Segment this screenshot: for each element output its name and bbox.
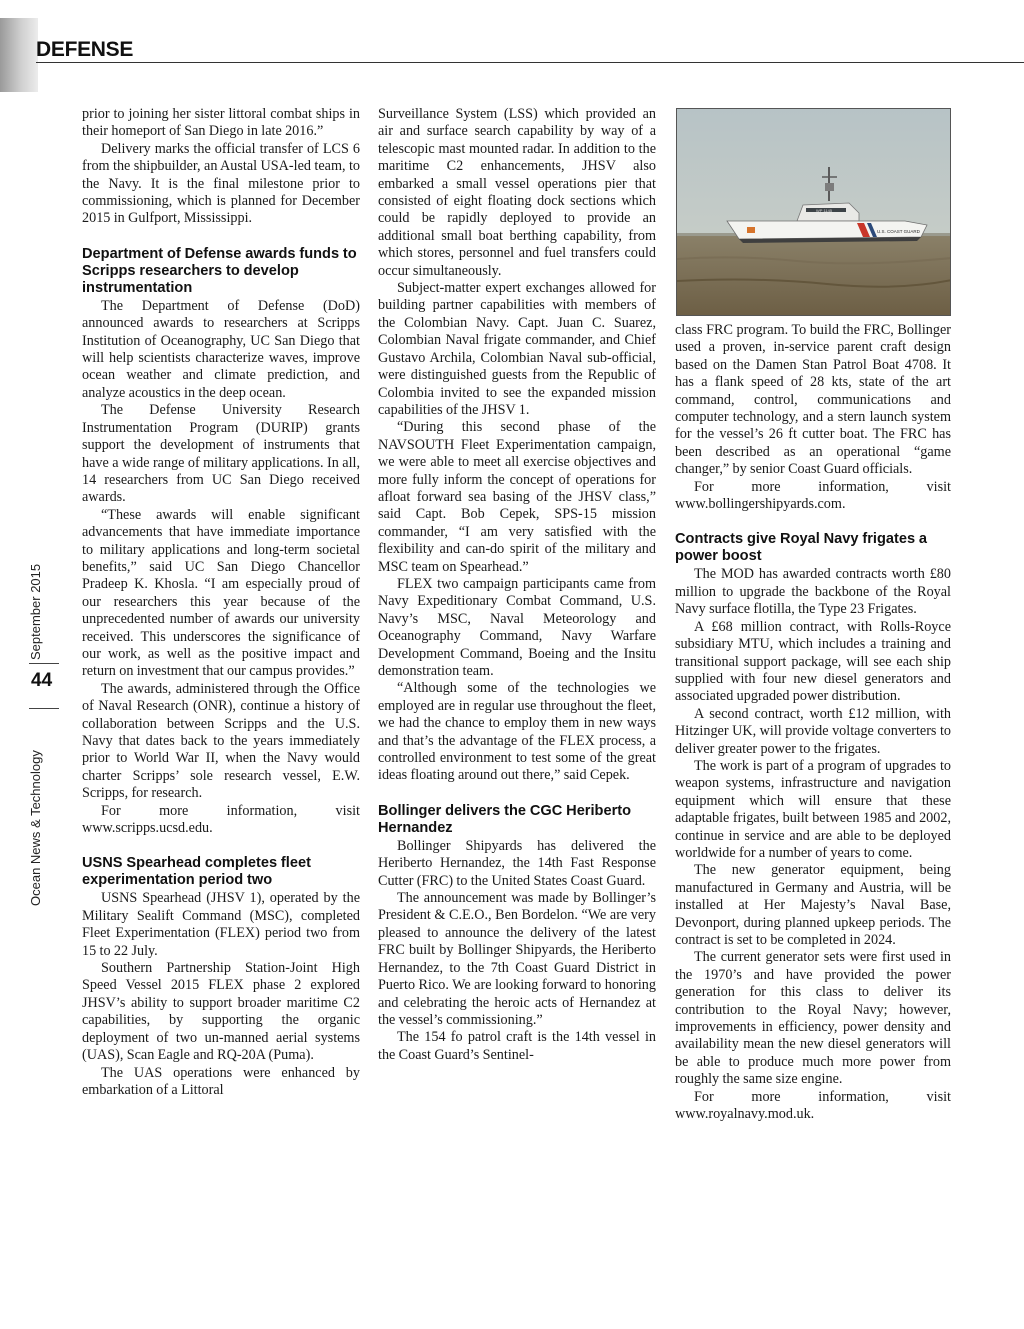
paragraph: The work is part of a program of upgrades to weapon systems, infrastructure and navigation equipment which will ensure that these adaptable frigates, built between 1985 and 2002, continue in service and are able to be deployed worldwide for a number of years to come. [675,757,951,861]
paragraph: The awards, administered through the Office of Naval Research (ONR), continue a history of collaboration between Scripps and the U.S. Navy that dates back to the years immediately prior to World War II, when the Navy would charter Scripps’ sole research vessel, E.W. Scripps, for research. [82,680,360,802]
paragraph: “These awards will enable significant advancements that have immediate importance to military applications and long-term societal benefits,” said UC San Diego Chancellor Pradeep K. Khosla. “I am especially proud of our researchers this year because of the unprecedented number of awards our university received. This underscores the significance of our work, as well as the positive impact and return on investment that our campus provides.” [82,506,360,680]
page-number-rule-bottom [29,708,59,709]
column-3 [675,322,951,1123]
article-heading-bollinger: Bollinger delivers the CGC Heriberto Hernandez [378,802,632,836]
paragraph: The announcement was made by Bollinger’s President & C.E.O., Ben Bordelon. “We are very pleased to announce the delivery of the latest FRC built by Bollinger Shipyards, the Heriberto Hernandez, to the 7th Coast Guard District in Puerto Rico. We are looking forward to honoring and celebrating the heroic acts of Hernandez at the vessel’s commissioning.” [378,890,656,1028]
section-title: DEFENSE [36,38,134,61]
paragraph: The current generator sets were first used in the 1970’s and have provided the power generation for this class to deliver its contribution to the Royal Navy; however, improvements in efficiency, power density and availability mean the new diesel generators will be able to produce much more power from roughly the same size engine. [675,949,951,1088]
article-heading-dod: Department of Defense awards funds to Scripps researchers to develop instrumentation [82,245,357,296]
bridge-lettering: WP 1145 [816,208,833,213]
article-heading-spearhead: USNS Spearhead completes fleet experimentation period two [82,855,311,889]
cutter-image [677,109,951,316]
paragraph: The new generator equipment, being manufactured in Germany and Austria, will be installed at Her Majesty’s Naval Base, Devonport, during planned upkeep periods. The contract is set to be completed in 2024. [675,862,951,948]
paragraph: “During this second phase of the NAVSOUTH Fleet Experimentation campaign, we were able to meet all exercise objectives and more fully inform the concept of operations for afloat forward sea basing of the JHSV class,” said Capt. Bob Cepek, SPS-15 mission commander, “I am very satisfied with the flexibility and can-do spirit of the military and MSC team on Spearhead.” [378,419,656,575]
paragraph: FLEX two campaign participants came from Navy Expeditionary Combat Command, U.S. Navy’s MSC, Naval Meteorology and Oceanography Command, Navy Warfare Development Command, Boeing and the Insitu demonstration team. [378,575,656,679]
paragraph: The MOD has awarded contracts worth £80 million to upgrade the backbone of the Royal Navy surface flotilla, the Type 23 Frigates. [675,566,951,618]
header-rule [36,62,1024,63]
paragraph: Southern Partnership Station-Joint High Speed Vessel 2015 FLEX phase 2 explored JHSV’s ability to support broader maritime C2 capabilities, by supporting the organic deployment of two un-manned aerial systems (UAS), Scan Eagle and RQ-20A (Puma). [82,960,360,1064]
paragraph: Bollinger Shipyards has delivered the Heriberto Hernandez, the 14th Fast Response Cutter (FRC) to the United States Coast Guard. [378,837,656,889]
section-tab-shade [0,18,38,92]
publication-name: Ocean News & Technology [28,750,43,906]
column-1 [82,106,360,1099]
paragraph: Surveillance System (LSS) which provided an air and surface search capability by way of a telescopic mast mounted radar. In addition to the maritime C2 enhancements, JHSV also embarked a small vessel operations pier that consisted of eight floating dock sections which could be rapidly deployed to provide an additional small boat berthing capability, from which stores, personnel and fuel transfers could occur simultaneously. [378,106,656,279]
more-info-scripps: For more information, visit www.scripps.ucsd.edu. [82,802,360,837]
coast-guard-cutter-photo [676,108,951,316]
issue-date: September 2015 [28,563,43,660]
running-footer [28,548,48,908]
page-number-rule-top [29,663,59,664]
paragraph: A £68 million contract, with Rolls-Royce subsidiary MTU, which includes a training and transitional support package, will see each ship supplied with four new diesel generators and associated upgraded power distribution. [675,618,951,705]
paragraph: The Defense University Research Instrumentation Program (DURIP) grants support the development of instruments that have a wide range of military applications. In all, 14 researchers from UC San Diego received awards. [82,402,360,506]
paragraph: “Although some of the technologies we employed are in regular use throughout the fleet, we had the chance to employ them in new ways and that’s the advantage of the FLEX process, a controlled environment to test some of the great ideas floating around out there,” said Cepek. [378,680,656,784]
article-heading-royal-navy: Contracts give Royal Navy frigates a power boost [675,531,928,565]
paragraph: The UAS operations were enhanced by embarkation of a Littoral [82,1064,360,1098]
hull-lettering: U.S. COAST GUARD [877,229,920,234]
paragraph: A second contract, worth £12 million, with Hitzinger UK, will provide voltage converters to deliver greater power to the frigates. [675,705,951,757]
paragraph: USNS Spearhead (JHSV 1), operated by the Military Sealift Command (MSC), completed Fleet Experimentation (FLEX) period two from 15 to 22 July. [82,890,360,959]
column-2 [378,106,656,1064]
paragraph: The Department of Defense (DoD) announced awards to researchers at Scripps Institution of Oceanography, UC San Diego that will help scientists characterize waves, improve ocean weather and climate prediction, and analyze acoustics in the deep ocean. [82,297,360,401]
paragraph: class FRC program. To build the FRC, Bollinger used a proven, in-service parent craft design based on the Damen Stan Patrol Boat 4708. It has a flank speed of 28 kts, state of the art command, control, communications and computer technology, and a stern launch system for the vessel’s 26 ft cutter boat. The FRC has been described as an operational “game changer,” by senior Coast Guard officials. [675,322,951,478]
more-info-bollinger: For more information, visit www.bollingershipyards.com. [675,478,951,513]
more-info-royal-navy: For more information, visit www.royalnavy.mod.uk. [675,1088,951,1123]
paragraph: Subject-matter expert exchanges allowed for building partner capabilities with members of the Colombian Navy. Capt. Juan C. Suarez, Colombian Naval frigate commander, and Chief Gustavo Archila, Colombian Naval sub-official, were distinguished guests from the Republic of Colombia invited to see the expanded mission capabilities of the JHSV 1. [378,280,656,418]
page-number: 44 [31,670,53,691]
paragraph: The 154 fo patrol craft is the 14th vessel in the Coast Guard’s Sentinel- [378,1029,656,1063]
paragraph: prior to joining her sister littoral combat ships in their homeport of San Diego in late 2016.” [82,106,360,140]
paragraph: Delivery marks the official transfer of LCS 6 from the shipbuilder, an Austal USA-led team, to the Navy. It is the final milestone prior to commissioning, which is planned for December 2015 in Gulfport, Mississippi. [82,140,360,227]
